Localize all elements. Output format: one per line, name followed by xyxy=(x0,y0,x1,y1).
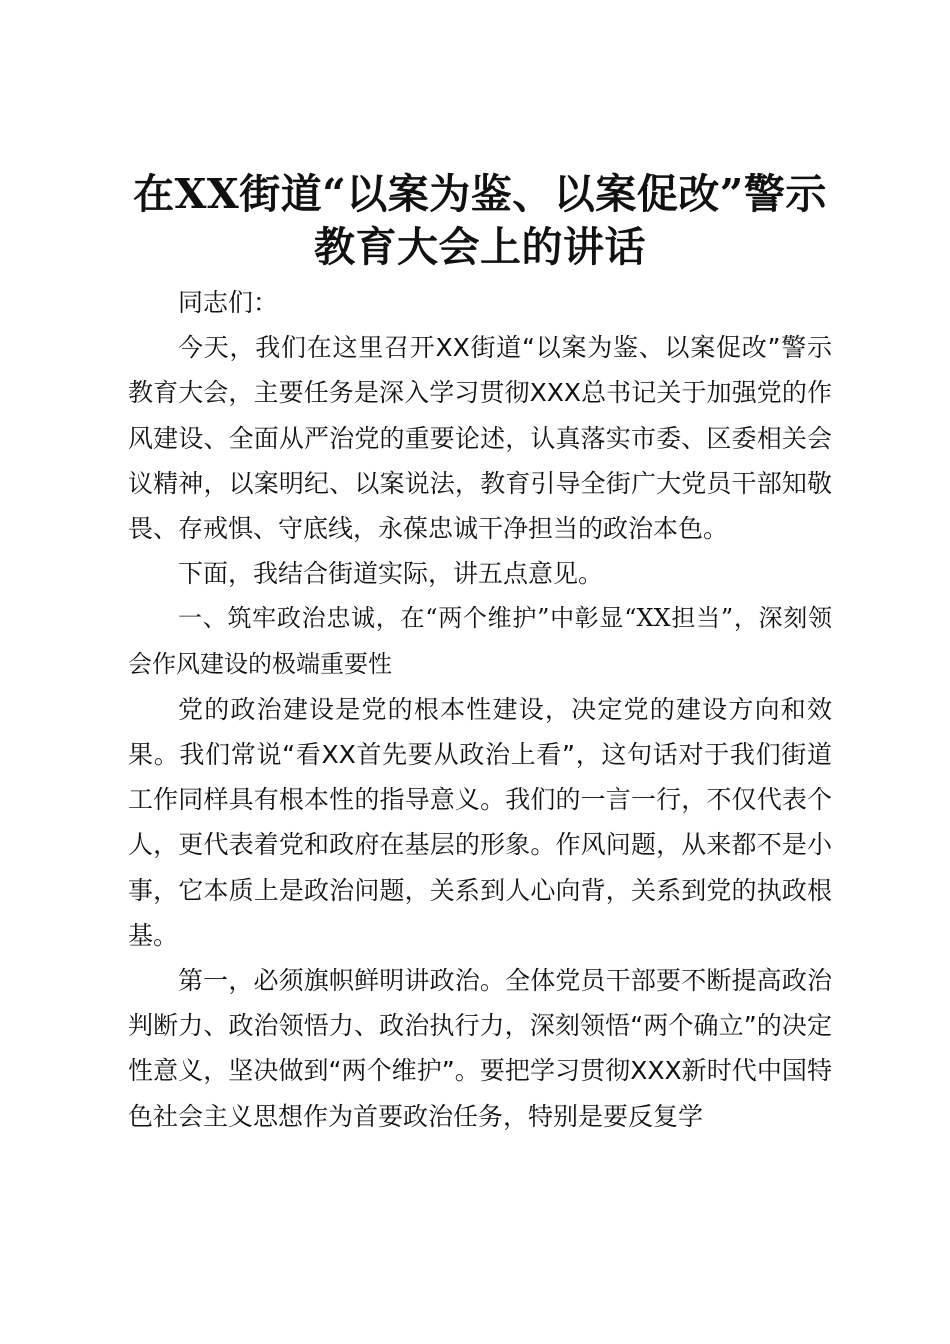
paragraph-political-building: 党的政治建设是党的根本性建设，决定党的建设方向和效果。我们常说“看XX首先要从政治上看”，这句话对于我们街道工作同样具有根本性的指导意义。我们的一言一行，不仅代表个人，更代表着党和政府在基层的形象。作风问题，从来都不是小事，它本质上是政治问题，关系到人心向背，关系到党的执政根基。 xyxy=(128,694,832,950)
paragraph-point-one: 第一，必须旗帜鲜明讲政治。全体党员干部要不断提高政治判断力、政治领悟力、政治执行力，深刻领悟“两个确立”的决定性意义，坚决做到“两个维护”。要把学习贯彻XXX新时代中国特色社会主义思想作为首要政治任务，特别是要反复学 xyxy=(128,966,832,1131)
document-title: 在XX街道“以案为鉴、以案促改”警示教育大会上的讲话 xyxy=(133,170,827,271)
paragraph-outline: 下面，我结合街道实际，讲五点意见。 xyxy=(178,559,604,589)
document-body xyxy=(128,168,832,1139)
salutation: 同志们： xyxy=(178,288,279,317)
paragraph-intro: 今天，我们在这里召开XX街道“以案为鉴、以案促改”警示教育大会，主要任务是深入学习贯彻XXX总书记关于加强党的作风建设、全面从严治党的重要论述，认真落实市委、区委相关会议精神，以案明纪、以案说法，教育引导全街广大党员干部知敬畏、存戒惧、守底线，永葆忠诚干净担当的政治本色。 xyxy=(128,333,832,544)
section-heading: 一、筑牢政治忠诚，在“两个维护”中彰显“XX担当”，深刻领会作风建设的极端重要性 xyxy=(128,604,832,678)
